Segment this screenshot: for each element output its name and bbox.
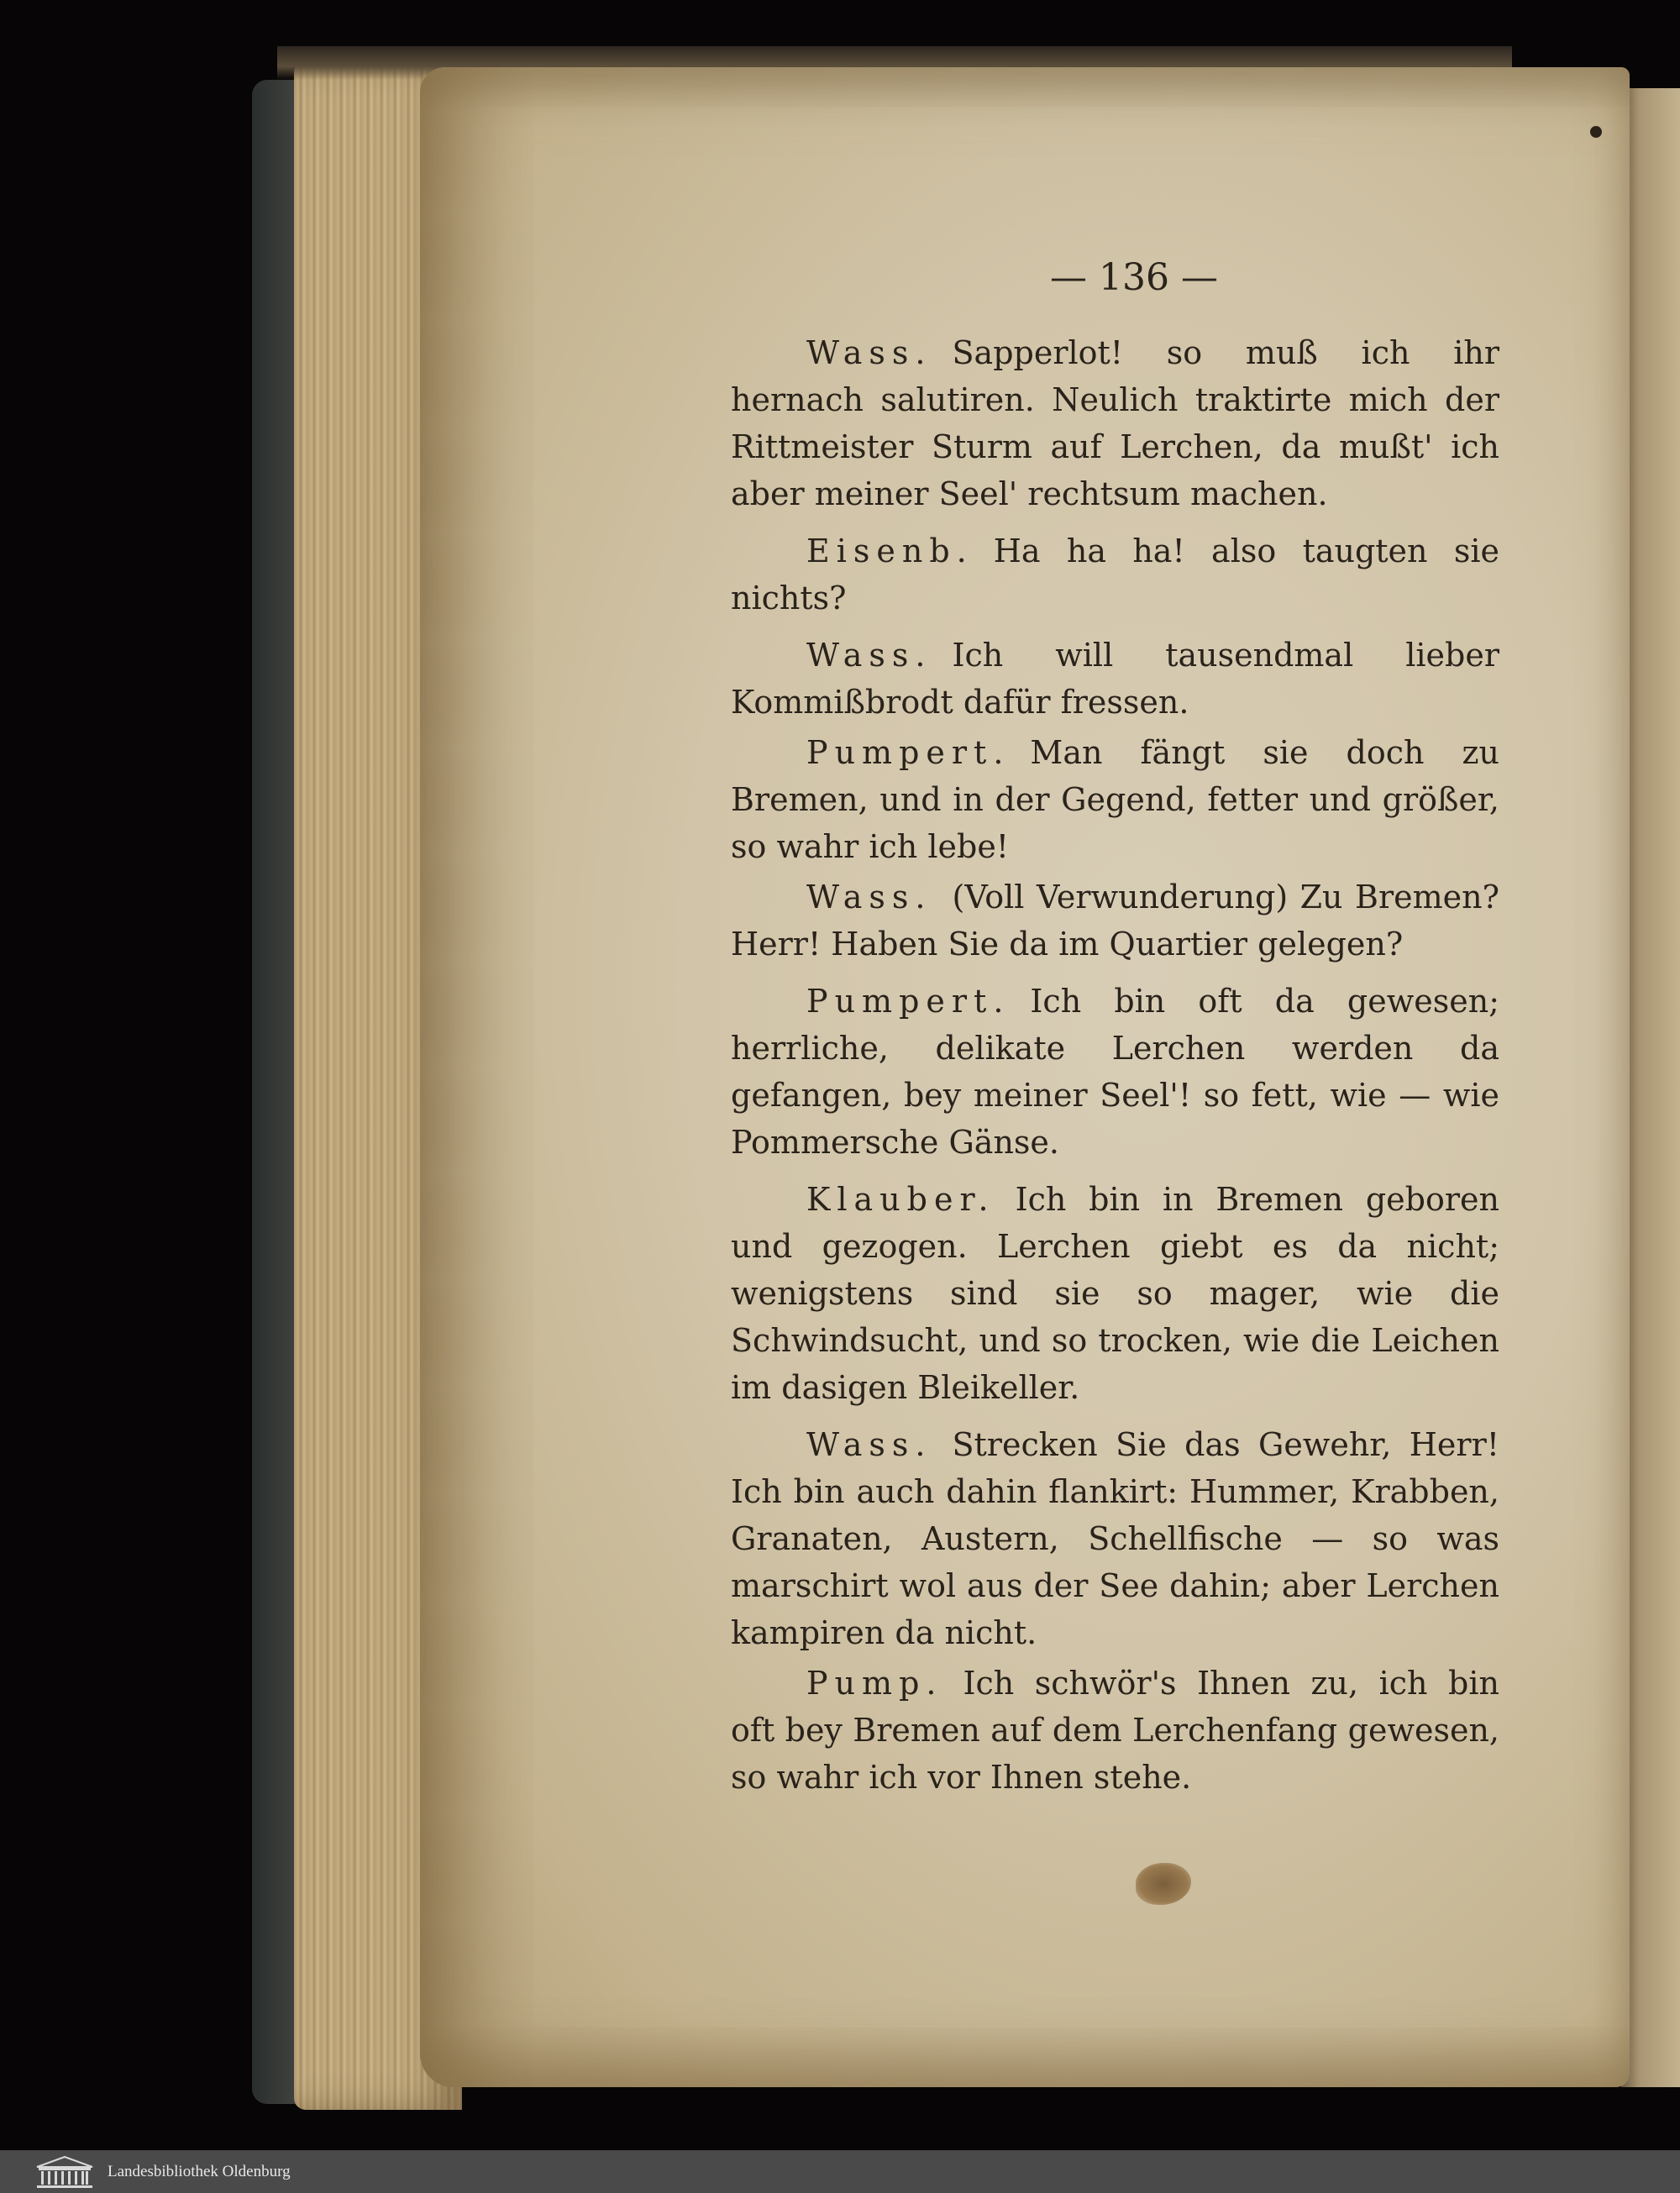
speech-text: (Voll Verwunderung) Zu Bremen? Herr! Haben Sie da im Quartier gelegen? bbox=[731, 879, 1499, 963]
speech-text: Man fängt sie doch zu Bremen, und in der Gegend, fetter und größer, so wahr ich lebe! bbox=[731, 734, 1499, 865]
footer-bar bbox=[0, 2150, 1680, 2193]
library-building-icon bbox=[34, 2155, 96, 2189]
speech-text: Ich bin in Bremen geboren und gezogen. Lerchen giebt es da nicht; wenigstens sind sie so mager, wie die Schwindsucht, und so trocken, wie die Leichen im dasigen Bleikeller. bbox=[731, 1181, 1499, 1406]
speech-text: Strecken Sie das Gewehr, Herr! Ich bin auch dahin flankirt: Hummer, Krabben, Granaten, Austern, Schellfische — so was marschirt wol aus der See dahin; aber Lerchen kampiren da nicht. bbox=[731, 1426, 1499, 1651]
speaker-name: Eisenb. bbox=[806, 533, 974, 569]
speaker-name: Klauber. bbox=[806, 1181, 995, 1218]
speech-text: Ich bin oft da gewesen; herrliche, delikate Lerchen werden da gefangen, bey meiner Seel'! so fett, wie — wie Pommersche Gänse. bbox=[731, 983, 1499, 1161]
speech-paragraph bbox=[731, 632, 1499, 726]
speaker-name: Wass. bbox=[806, 334, 932, 371]
speech-text: Sapperlot! so muß ich ihr hernach salutiren. Neulich traktirte mich der Rittmeister Sturm auf Lerchen, da mußt' ich aber meiner Seel' rechtsum machen. bbox=[731, 334, 1499, 512]
ink-spot bbox=[1590, 126, 1602, 138]
speech-paragraph bbox=[731, 1660, 1499, 1801]
speech-paragraph bbox=[731, 978, 1499, 1166]
speech-paragraph bbox=[731, 329, 1499, 517]
page-number: — 136 — bbox=[1050, 256, 1218, 299]
facing-page-edge bbox=[1621, 88, 1680, 2087]
page-text-block bbox=[731, 329, 1499, 1801]
speech-paragraph bbox=[731, 527, 1499, 622]
speech-paragraph bbox=[731, 1176, 1499, 1411]
speaker-name: Wass. bbox=[806, 1426, 932, 1463]
speaker-name: Pumpert. bbox=[806, 983, 1011, 1020]
speaker-name: Pump. bbox=[806, 1665, 943, 1702]
library-name[interactable]: Landesbibliothek Oldenburg bbox=[108, 2162, 291, 2180]
speech-text: Ich schwör's Ihnen zu, ich bin oft bey Bremen auf dem Lerchenfang gewesen, so wahr ich vor Ihnen stehe. bbox=[731, 1665, 1499, 1796]
speech-paragraph bbox=[731, 1421, 1499, 1656]
speech-paragraph bbox=[731, 874, 1499, 968]
speaker-name: Wass. bbox=[806, 637, 932, 674]
speaker-name: Pumpert. bbox=[806, 734, 1011, 771]
speech-paragraph bbox=[731, 729, 1499, 870]
speech-text: Ich will tausendmal lieber Kommißbrodt dafür fressen. bbox=[731, 637, 1499, 721]
speaker-name: Wass. bbox=[806, 879, 932, 915]
speech-text: Ha ha ha! also taugten sie nichts? bbox=[731, 533, 1499, 616]
